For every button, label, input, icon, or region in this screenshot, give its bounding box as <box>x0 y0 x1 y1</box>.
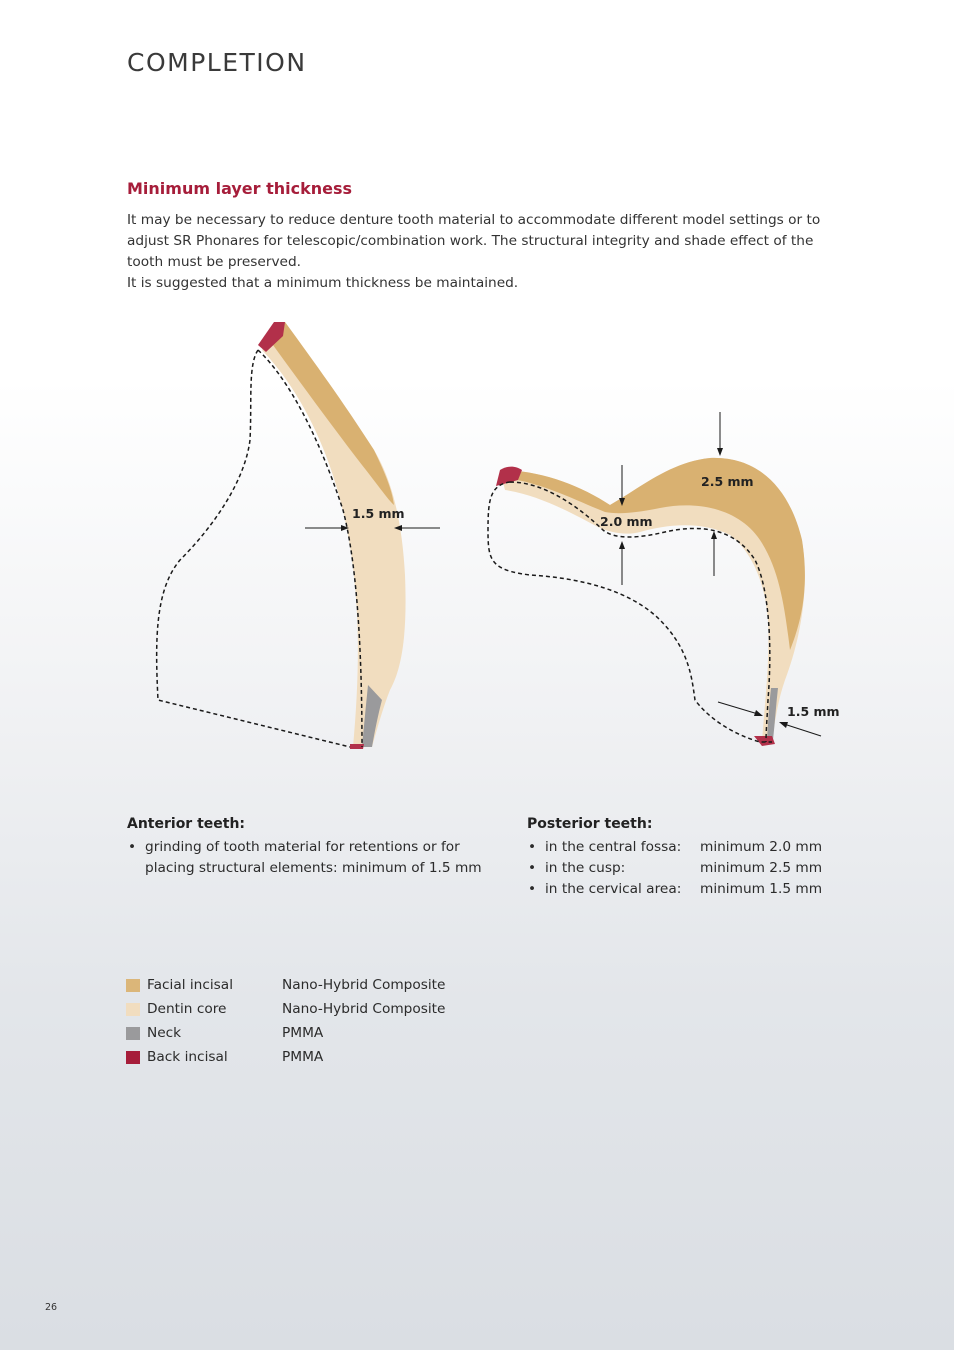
page-title: COMPLETION <box>127 48 307 77</box>
legend-name: Back incisal <box>147 1049 228 1065</box>
posterior-teeth-list <box>527 837 857 900</box>
legend-swatch <box>126 1003 140 1016</box>
intro-paragraph-1: It may be necessary to reduce denture tooth material to accommodate different model settings or to adjust SR Phonares for telescopic/combination work. The structural integrity and shade effect of the tooth must be preserved. <box>127 212 821 270</box>
anterior-thickness-label: 1.5 mm <box>352 506 405 521</box>
legend-item <box>126 997 445 1021</box>
anterior-teeth-list <box>127 837 497 879</box>
posterior-item-value: minimum 1.5 mm <box>700 881 823 897</box>
tooth-diagram <box>0 300 954 780</box>
legend-name: Neck <box>147 1025 182 1041</box>
legend-swatch <box>126 979 140 992</box>
anterior-teeth-title: Anterior teeth: <box>127 816 246 832</box>
section-title: Minimum layer thickness <box>127 179 353 198</box>
list-item <box>527 858 857 879</box>
legend-material: Nano-Hybrid Composite <box>282 1001 446 1017</box>
anterior-facial-incisal <box>273 322 394 505</box>
anterior-teeth-section <box>127 814 497 879</box>
posterior-cervical-arrow-left <box>718 702 758 714</box>
anterior-tooth <box>157 322 440 749</box>
legend-material: PMMA <box>282 1049 324 1065</box>
legend-name: Facial incisal <box>147 977 234 993</box>
posterior-cusp-arrowhead-bottom <box>711 531 717 539</box>
anterior-dentin-core <box>262 322 406 747</box>
legend-item <box>126 1021 445 1045</box>
posterior-tooth <box>488 412 840 746</box>
posterior-item-value: minimum 2.0 mm <box>700 839 823 855</box>
intro-text <box>127 210 827 294</box>
legend-swatch <box>126 1027 140 1040</box>
intro-paragraph-2: It is suggested that a minimum thickness be maintained. <box>127 275 519 291</box>
list-item <box>527 837 857 858</box>
legend-name: Dentin core <box>147 1001 227 1017</box>
legend-item <box>126 973 445 997</box>
posterior-item-label: • in the central fossa: <box>545 839 682 855</box>
posterior-cervical-arrowhead-left <box>754 710 763 716</box>
page-number: 26 <box>45 1302 58 1313</box>
list-item <box>527 879 857 900</box>
posterior-cusp-arrowhead-top <box>717 448 723 456</box>
posterior-item-value: minimum 2.5 mm <box>700 860 823 876</box>
legend-material: PMMA <box>282 1025 324 1041</box>
legend-item <box>126 1045 445 1069</box>
material-legend <box>126 973 445 1069</box>
legend-swatch <box>126 1051 140 1064</box>
legend-material: Nano-Hybrid Composite <box>282 977 446 993</box>
posterior-item-label: • in the cervical area: <box>545 881 682 897</box>
posterior-cusp-label: 2.5 mm <box>701 474 754 489</box>
posterior-fossa-arrowhead-bottom <box>619 541 625 549</box>
posterior-cervical-arrowhead-right <box>779 722 788 728</box>
posterior-teeth-title: Posterior teeth: <box>527 816 653 832</box>
posterior-cervical-label: 1.5 mm <box>787 704 840 719</box>
posterior-cervical-arrow-right <box>784 724 821 736</box>
list-item: • grinding of tooth material for retentions or for placing structural elements: minimum of 1.5 mm <box>127 837 497 879</box>
posterior-teeth-section <box>527 814 857 900</box>
posterior-item-label: • in the cusp: <box>545 860 626 876</box>
posterior-fossa-label: 2.0 mm <box>600 514 653 529</box>
